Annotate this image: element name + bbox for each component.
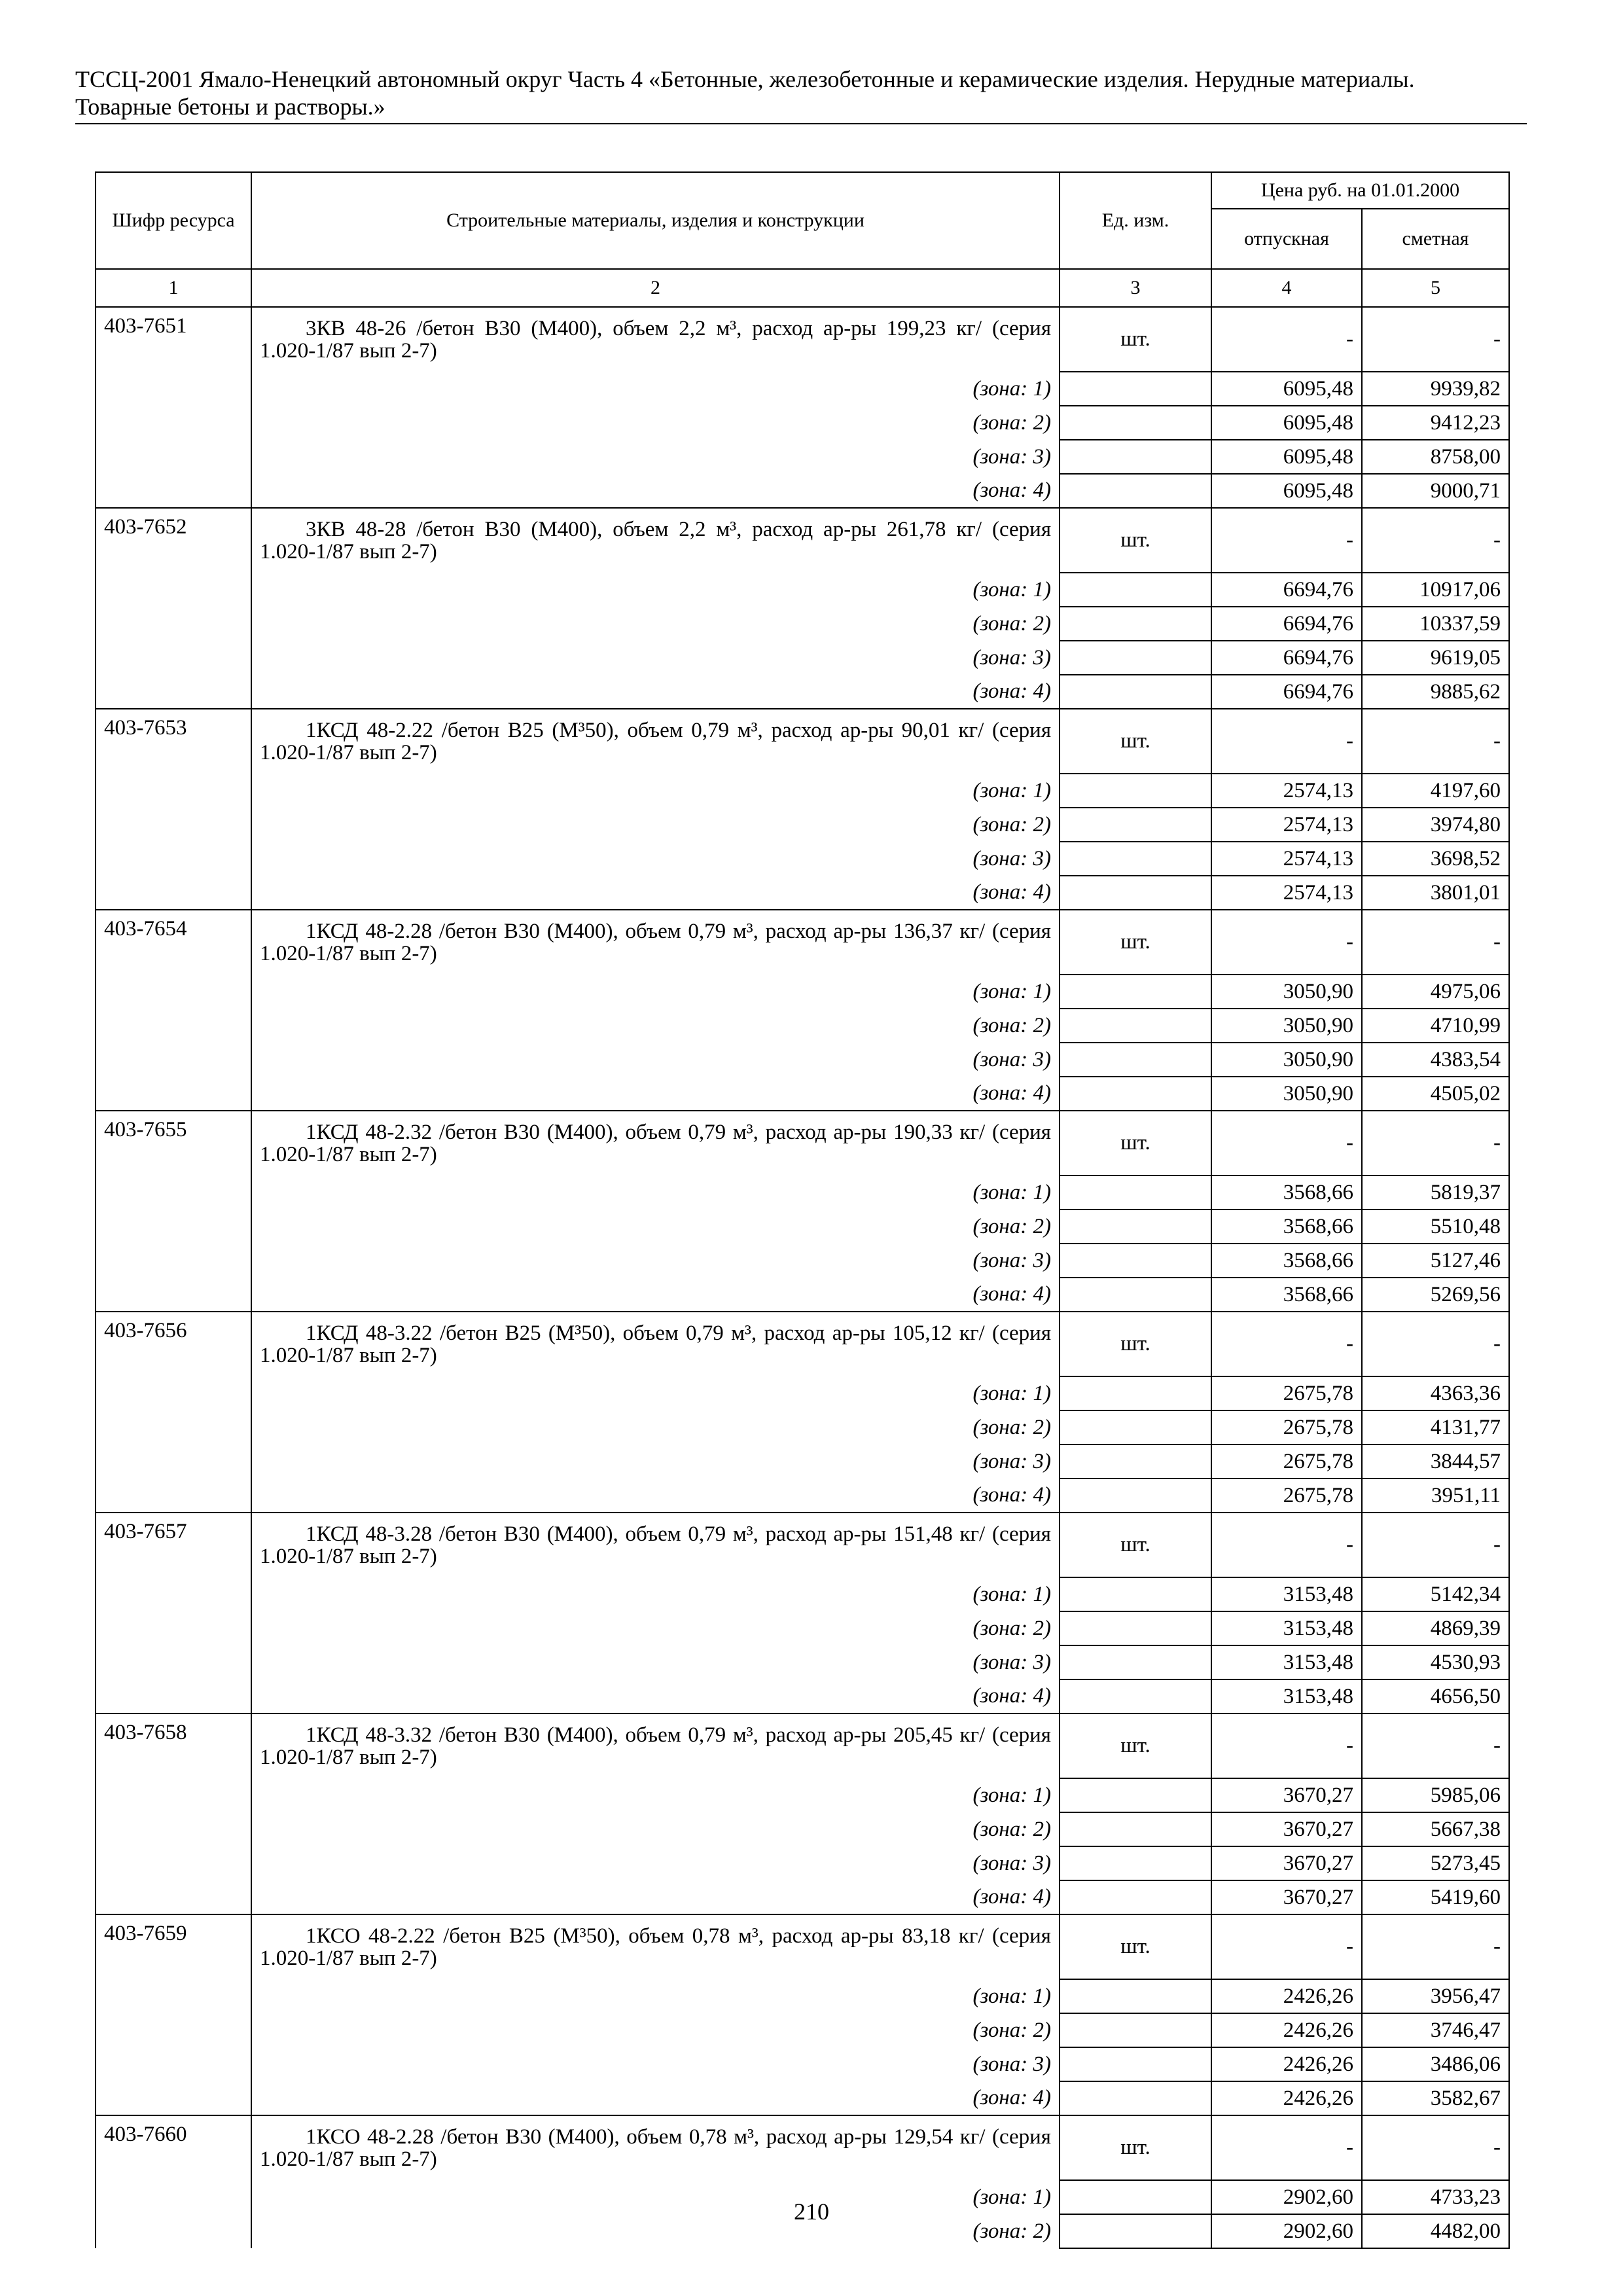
zone-row	[96, 1778, 1509, 1812]
release-price-cell: 3153,48	[1211, 1577, 1362, 1611]
estimate-price-cell: 3486,06	[1362, 2047, 1509, 2081]
item-description-text: 3КВ 48-28 /бетон В30 (М400), объем 2,2 м³, расход ар-ры 261,78 кг/ (серия 1.020-1/87 вып 2-7)	[260, 518, 1051, 564]
release-price-cell: 3050,90	[1211, 975, 1362, 1009]
estimate-price-cell: 4383,54	[1362, 1043, 1509, 1077]
zone-label: (зона: 4)	[251, 675, 1060, 709]
unit-cell	[1060, 2013, 1211, 2047]
zone-row	[96, 1645, 1509, 1679]
zone-row	[96, 607, 1509, 641]
header-line-2: Товарные бетоны и растворы.»	[75, 94, 385, 120]
resource-code: 403-7658	[96, 1713, 251, 1914]
estimate-price-cell: 3956,47	[1362, 1979, 1509, 2013]
release-price-cell: 6694,76	[1211, 573, 1362, 607]
item-description	[251, 2115, 1060, 2180]
resource-code: 403-7660	[96, 2115, 251, 2248]
estimate-price-cell: 4131,77	[1362, 1410, 1509, 1444]
zone-label: (зона: 2)	[251, 406, 1060, 440]
resource-code: 403-7657	[96, 1513, 251, 1713]
zone-label: (зона: 4)	[251, 1880, 1060, 1914]
unit-cell: шт.	[1060, 910, 1211, 975]
estimate-price-cell: 4975,06	[1362, 975, 1509, 1009]
price-table	[95, 171, 1510, 2249]
zone-row	[96, 975, 1509, 1009]
zone-row	[96, 440, 1509, 474]
col-header-code: Шифр ресурса	[96, 172, 251, 269]
item-description	[251, 1111, 1060, 1175]
item-description	[251, 1713, 1060, 1778]
estimate-price-cell: 4363,36	[1362, 1376, 1509, 1410]
zone-label: (зона: 1)	[251, 774, 1060, 808]
unit-cell	[1060, 607, 1211, 641]
zone-row	[96, 1679, 1509, 1713]
estimate-price-cell: -	[1362, 1713, 1509, 1778]
estimate-price-cell: 5819,37	[1362, 1175, 1509, 1210]
zone-row	[96, 842, 1509, 876]
release-price-cell: 2574,13	[1211, 842, 1362, 876]
unit-cell: шт.	[1060, 1513, 1211, 1577]
item-description	[251, 1513, 1060, 1577]
col-header-name: Строительные материалы, изделия и конструкции	[251, 172, 1060, 269]
release-price-cell: 3050,90	[1211, 1009, 1362, 1043]
estimate-price-cell: -	[1362, 1513, 1509, 1577]
estimate-price-cell: -	[1362, 2115, 1509, 2180]
release-price-cell: -	[1211, 1914, 1362, 1979]
zone-label: (зона: 4)	[251, 1679, 1060, 1713]
release-price-cell: 2675,78	[1211, 1479, 1362, 1513]
release-price-cell: 3050,90	[1211, 1077, 1362, 1111]
zone-row	[96, 1278, 1509, 1312]
zone-label: (зона: 2)	[251, 808, 1060, 842]
estimate-price-cell: 5127,46	[1362, 1244, 1509, 1278]
estimate-price-cell: 4656,50	[1362, 1679, 1509, 1713]
unit-cell: шт.	[1060, 2115, 1211, 2180]
unit-cell	[1060, 1880, 1211, 1914]
resource-code: 403-7656	[96, 1312, 251, 1513]
col-number: 4	[1211, 269, 1362, 307]
estimate-price-cell: 5273,45	[1362, 1846, 1509, 1880]
zone-row	[96, 573, 1509, 607]
resource-code: 403-7659	[96, 1914, 251, 2115]
release-price-cell: 2574,13	[1211, 774, 1362, 808]
zone-row	[96, 1479, 1509, 1513]
zone-row	[96, 1444, 1509, 1479]
col-header-unit: Ед. изм.	[1060, 172, 1211, 269]
release-price-cell: -	[1211, 1713, 1362, 1778]
zone-label: (зона: 2)	[251, 2013, 1060, 2047]
zone-label: (зона: 3)	[251, 1846, 1060, 1880]
zone-row	[96, 474, 1509, 508]
zone-label: (зона: 3)	[251, 1043, 1060, 1077]
estimate-price-cell: 5419,60	[1362, 1880, 1509, 1914]
zone-label: (зона: 3)	[251, 641, 1060, 675]
col-number: 2	[251, 269, 1060, 307]
item-description	[251, 709, 1060, 774]
estimate-price-cell: 10917,06	[1362, 573, 1509, 607]
zone-label: (зона: 1)	[251, 975, 1060, 1009]
release-price-cell: -	[1211, 910, 1362, 975]
unit-cell	[1060, 1244, 1211, 1278]
release-price-cell: -	[1211, 1111, 1362, 1175]
col-number: 1	[96, 269, 251, 307]
zone-label: (зона: 1)	[251, 1577, 1060, 1611]
unit-cell	[1060, 876, 1211, 910]
zone-row	[96, 1376, 1509, 1410]
zone-label: (зона: 1)	[251, 1778, 1060, 1812]
zone-row	[96, 1880, 1509, 1914]
estimate-price-cell: 3582,67	[1362, 2081, 1509, 2115]
release-price-cell: 6095,48	[1211, 474, 1362, 508]
release-price-cell: 3670,27	[1211, 1880, 1362, 1914]
release-price-cell: 2426,26	[1211, 2081, 1362, 2115]
unit-cell	[1060, 474, 1211, 508]
unit-cell	[1060, 975, 1211, 1009]
release-price-cell: 3568,66	[1211, 1210, 1362, 1244]
unit-cell	[1060, 1679, 1211, 1713]
col-header-estimate: сметная	[1362, 209, 1509, 269]
page-number: 210	[794, 2198, 829, 2225]
release-price-cell: 6095,48	[1211, 406, 1362, 440]
release-price-cell: 6095,48	[1211, 372, 1362, 406]
unit-cell	[1060, 372, 1211, 406]
zone-row	[96, 1577, 1509, 1611]
table-body	[96, 307, 1509, 2248]
unit-cell	[1060, 808, 1211, 842]
zone-row	[96, 1846, 1509, 1880]
unit-cell	[1060, 1645, 1211, 1679]
zone-label: (зона: 3)	[251, 1444, 1060, 1479]
unit-cell	[1060, 1376, 1211, 1410]
estimate-price-cell: -	[1362, 1312, 1509, 1376]
estimate-price-cell: -	[1362, 1111, 1509, 1175]
table-row	[96, 1914, 1509, 1979]
release-price-cell: -	[1211, 1312, 1362, 1376]
item-description-text: 1КСО 48-2.28 /бетон В30 (М400), объем 0,78 м³, расход ар-ры 129,54 кг/ (серия 1.020-1/87 вып 2-7)	[260, 2125, 1051, 2171]
zone-label: (зона: 1)	[251, 1979, 1060, 2013]
release-price-cell: -	[1211, 508, 1362, 573]
unit-cell	[1060, 1778, 1211, 1812]
zone-row	[96, 1077, 1509, 1111]
table-row	[96, 307, 1509, 372]
zone-row	[96, 876, 1509, 910]
release-price-cell: -	[1211, 2115, 1362, 2180]
estimate-price-cell: 5269,56	[1362, 1278, 1509, 1312]
unit-cell: шт.	[1060, 1111, 1211, 1175]
unit-cell	[1060, 1278, 1211, 1312]
estimate-price-cell: 5985,06	[1362, 1778, 1509, 1812]
release-price-cell: -	[1211, 709, 1362, 774]
header-line-1: ТССЦ-2001 Ямало-Ненецкий автономный округ Часть 4 «Бетонные, железобетонные и керамические изделия. Нерудные материалы.	[75, 66, 1415, 92]
estimate-price-cell: 3974,80	[1362, 808, 1509, 842]
release-price-cell: 3568,66	[1211, 1278, 1362, 1312]
table-row	[96, 1713, 1509, 1778]
zone-label: (зона: 2)	[251, 1611, 1060, 1645]
release-price-cell: 3670,27	[1211, 1812, 1362, 1846]
zone-row	[96, 1611, 1509, 1645]
estimate-price-cell: 9939,82	[1362, 372, 1509, 406]
estimate-price-cell: 3698,52	[1362, 842, 1509, 876]
estimate-price-cell: 5142,34	[1362, 1577, 1509, 1611]
release-price-cell: 3050,90	[1211, 1043, 1362, 1077]
estimate-price-cell: 5667,38	[1362, 1812, 1509, 1846]
zone-row	[96, 1043, 1509, 1077]
item-description-text: 1КСД 48-3.22 /бетон В25 (М³50), объем 0,79 м³, расход ар-ры 105,12 кг/ (серия 1.020-1/87 вып 2-7)	[260, 1321, 1051, 1367]
release-price-cell: -	[1211, 1513, 1362, 1577]
item-description	[251, 1914, 1060, 1979]
release-price-cell: 3153,48	[1211, 1611, 1362, 1645]
release-price-cell: 6694,76	[1211, 675, 1362, 709]
unit-cell	[1060, 1009, 1211, 1043]
estimate-price-cell: 4505,02	[1362, 1077, 1509, 1111]
unit-cell	[1060, 2047, 1211, 2081]
col-header-price: Цена руб. на 01.01.2000	[1211, 172, 1509, 209]
resource-code: 403-7654	[96, 910, 251, 1111]
zone-label: (зона: 3)	[251, 1244, 1060, 1278]
estimate-price-cell: 4197,60	[1362, 774, 1509, 808]
unit-cell	[1060, 1979, 1211, 2013]
release-price-cell: 2426,26	[1211, 2047, 1362, 2081]
table-row	[96, 709, 1509, 774]
resource-code: 403-7651	[96, 307, 251, 508]
unit-cell	[1060, 1410, 1211, 1444]
zone-row	[96, 406, 1509, 440]
zone-row	[96, 808, 1509, 842]
unit-cell: шт.	[1060, 1914, 1211, 1979]
zone-label: (зона: 2)	[251, 607, 1060, 641]
zone-row	[96, 1244, 1509, 1278]
zone-label: (зона: 2)	[251, 1812, 1060, 1846]
zone-label: (зона: 1)	[251, 1376, 1060, 1410]
unit-cell	[1060, 641, 1211, 675]
release-price-cell: -	[1211, 307, 1362, 372]
zone-label: (зона: 2)	[251, 1210, 1060, 1244]
estimate-price-cell: -	[1362, 709, 1509, 774]
unit-cell	[1060, 1812, 1211, 1846]
release-price-cell: 2426,26	[1211, 1979, 1362, 2013]
unit-cell: шт.	[1060, 1312, 1211, 1376]
table-row	[96, 508, 1509, 573]
zone-label: (зона: 3)	[251, 440, 1060, 474]
estimate-price-cell: 3801,01	[1362, 876, 1509, 910]
item-description-text: 1КСО 48-2.22 /бетон В25 (М³50), объем 0,78 м³, расход ар-ры 83,18 кг/ (серия 1.020-1/87 вып 2-7)	[260, 1924, 1051, 1970]
zone-label: (зона: 2)	[251, 1410, 1060, 1444]
zone-row	[96, 1812, 1509, 1846]
release-price-cell: 2426,26	[1211, 2013, 1362, 2047]
estimate-price-cell: -	[1362, 307, 1509, 372]
item-description-text: 3КВ 48-26 /бетон В30 (М400), объем 2,2 м³, расход ар-ры 199,23 кг/ (серия 1.020-1/87 вып 2-7)	[260, 317, 1051, 363]
release-price-cell: 3153,48	[1211, 1679, 1362, 1713]
item-description	[251, 508, 1060, 573]
estimate-price-cell: 4530,93	[1362, 1645, 1509, 1679]
release-price-cell: 2675,78	[1211, 1410, 1362, 1444]
zone-label: (зона: 4)	[251, 1278, 1060, 1312]
estimate-price-cell: 3844,57	[1362, 1444, 1509, 1479]
zone-row	[96, 2081, 1509, 2115]
unit-cell	[1060, 573, 1211, 607]
release-price-cell: 2902,60	[1211, 2214, 1362, 2248]
col-number: 5	[1362, 269, 1509, 307]
zone-label: (зона: 4)	[251, 474, 1060, 508]
unit-cell	[1060, 1611, 1211, 1645]
item-description	[251, 910, 1060, 975]
unit-cell	[1060, 1175, 1211, 1210]
release-price-cell: 3153,48	[1211, 1645, 1362, 1679]
table-row	[96, 1111, 1509, 1175]
estimate-price-cell: 4482,00	[1362, 2214, 1509, 2248]
zone-row	[96, 2047, 1509, 2081]
estimate-price-cell: 4710,99	[1362, 1009, 1509, 1043]
zone-row	[96, 774, 1509, 808]
unit-cell	[1060, 2081, 1211, 2115]
zone-row	[96, 1410, 1509, 1444]
resource-code: 403-7653	[96, 709, 251, 910]
item-description-text: 1КСД 48-3.32 /бетон В30 (М400), объем 0,79 м³, расход ар-ры 205,45 кг/ (серия 1.020-1/87 вып 2-7)	[260, 1723, 1051, 1769]
estimate-price-cell: -	[1362, 508, 1509, 573]
item-description	[251, 307, 1060, 372]
release-price-cell: 6694,76	[1211, 641, 1362, 675]
zone-label: (зона: 3)	[251, 1645, 1060, 1679]
estimate-price-cell: 3951,11	[1362, 1479, 1509, 1513]
zone-label: (зона: 1)	[251, 2180, 1060, 2214]
estimate-price-cell: 9412,23	[1362, 406, 1509, 440]
zone-row	[96, 2013, 1509, 2047]
zone-row	[96, 372, 1509, 406]
zone-label: (зона: 1)	[251, 372, 1060, 406]
table-row	[96, 910, 1509, 975]
zone-label: (зона: 3)	[251, 2047, 1060, 2081]
zone-label: (зона: 2)	[251, 1009, 1060, 1043]
estimate-price-cell: 4733,23	[1362, 2180, 1509, 2214]
table-row	[96, 1312, 1509, 1376]
resource-code: 403-7652	[96, 508, 251, 709]
unit-cell	[1060, 1479, 1211, 1513]
zone-row	[96, 1210, 1509, 1244]
release-price-cell: 3670,27	[1211, 1778, 1362, 1812]
item-description-text: 1КСД 48-2.32 /бетон В30 (М400), объем 0,79 м³, расход ар-ры 190,33 кг/ (серия 1.020-1/87 вып 2-7)	[260, 1121, 1051, 1166]
zone-label: (зона: 3)	[251, 842, 1060, 876]
zone-label: (зона: 2)	[251, 2214, 1060, 2248]
unit-cell	[1060, 1444, 1211, 1479]
document-header	[75, 65, 1527, 124]
item-description-text: 1КСД 48-3.28 /бетон В30 (М400), объем 0,79 м³, расход ар-ры 151,48 кг/ (серия 1.020-1/87 вып 2-7)	[260, 1522, 1051, 1568]
unit-cell	[1060, 406, 1211, 440]
unit-cell	[1060, 1210, 1211, 1244]
unit-cell	[1060, 1577, 1211, 1611]
unit-cell	[1060, 440, 1211, 474]
estimate-price-cell: 9000,71	[1362, 474, 1509, 508]
zone-label: (зона: 4)	[251, 1479, 1060, 1513]
unit-cell: шт.	[1060, 1713, 1211, 1778]
zone-label: (зона: 1)	[251, 573, 1060, 607]
zone-row	[96, 1979, 1509, 2013]
release-price-cell: 2574,13	[1211, 808, 1362, 842]
unit-cell	[1060, 1043, 1211, 1077]
zone-label: (зона: 4)	[251, 876, 1060, 910]
unit-cell	[1060, 842, 1211, 876]
col-header-release: отпускная	[1211, 209, 1362, 269]
unit-cell	[1060, 1846, 1211, 1880]
unit-cell	[1060, 774, 1211, 808]
release-price-cell: 3670,27	[1211, 1846, 1362, 1880]
release-price-cell: 2675,78	[1211, 1444, 1362, 1479]
estimate-price-cell: 3746,47	[1362, 2013, 1509, 2047]
estimate-price-cell: 5510,48	[1362, 1210, 1509, 1244]
release-price-cell: 2574,13	[1211, 876, 1362, 910]
resource-code: 403-7655	[96, 1111, 251, 1312]
zone-label: (зона: 4)	[251, 2081, 1060, 2115]
zone-label: (зона: 4)	[251, 1077, 1060, 1111]
release-price-cell: 6694,76	[1211, 607, 1362, 641]
unit-cell	[1060, 1077, 1211, 1111]
release-price-cell: 3568,66	[1211, 1175, 1362, 1210]
unit-cell	[1060, 675, 1211, 709]
estimate-price-cell: 9885,62	[1362, 675, 1509, 709]
release-price-cell: 6095,48	[1211, 440, 1362, 474]
zone-row	[96, 1009, 1509, 1043]
estimate-price-cell: -	[1362, 1914, 1509, 1979]
unit-cell: шт.	[1060, 307, 1211, 372]
table-row	[96, 2115, 1509, 2180]
estimate-price-cell: 9619,05	[1362, 641, 1509, 675]
release-price-cell: 3568,66	[1211, 1244, 1362, 1278]
estimate-price-cell: -	[1362, 910, 1509, 975]
table-row	[96, 1513, 1509, 1577]
item-description-text: 1КСД 48-2.28 /бетон В30 (М400), объем 0,79 м³, расход ар-ры 136,37 кг/ (серия 1.020-1/87 вып 2-7)	[260, 920, 1051, 965]
item-description	[251, 1312, 1060, 1376]
unit-cell: шт.	[1060, 709, 1211, 774]
zone-row	[96, 1175, 1509, 1210]
zone-row	[96, 641, 1509, 675]
zone-row	[96, 675, 1509, 709]
estimate-price-cell: 4869,39	[1362, 1611, 1509, 1645]
col-number: 3	[1060, 269, 1211, 307]
item-description-text: 1КСД 48-2.22 /бетон В25 (М³50), объем 0,79 м³, расход ар-ры 90,01 кг/ (серия 1.020-1/87 вып 2-7)	[260, 719, 1051, 764]
estimate-price-cell: 8758,00	[1362, 440, 1509, 474]
estimate-price-cell: 10337,59	[1362, 607, 1509, 641]
release-price-cell: 2902,60	[1211, 2180, 1362, 2214]
release-price-cell: 2675,78	[1211, 1376, 1362, 1410]
zone-label: (зона: 1)	[251, 1175, 1060, 1210]
unit-cell: шт.	[1060, 508, 1211, 573]
